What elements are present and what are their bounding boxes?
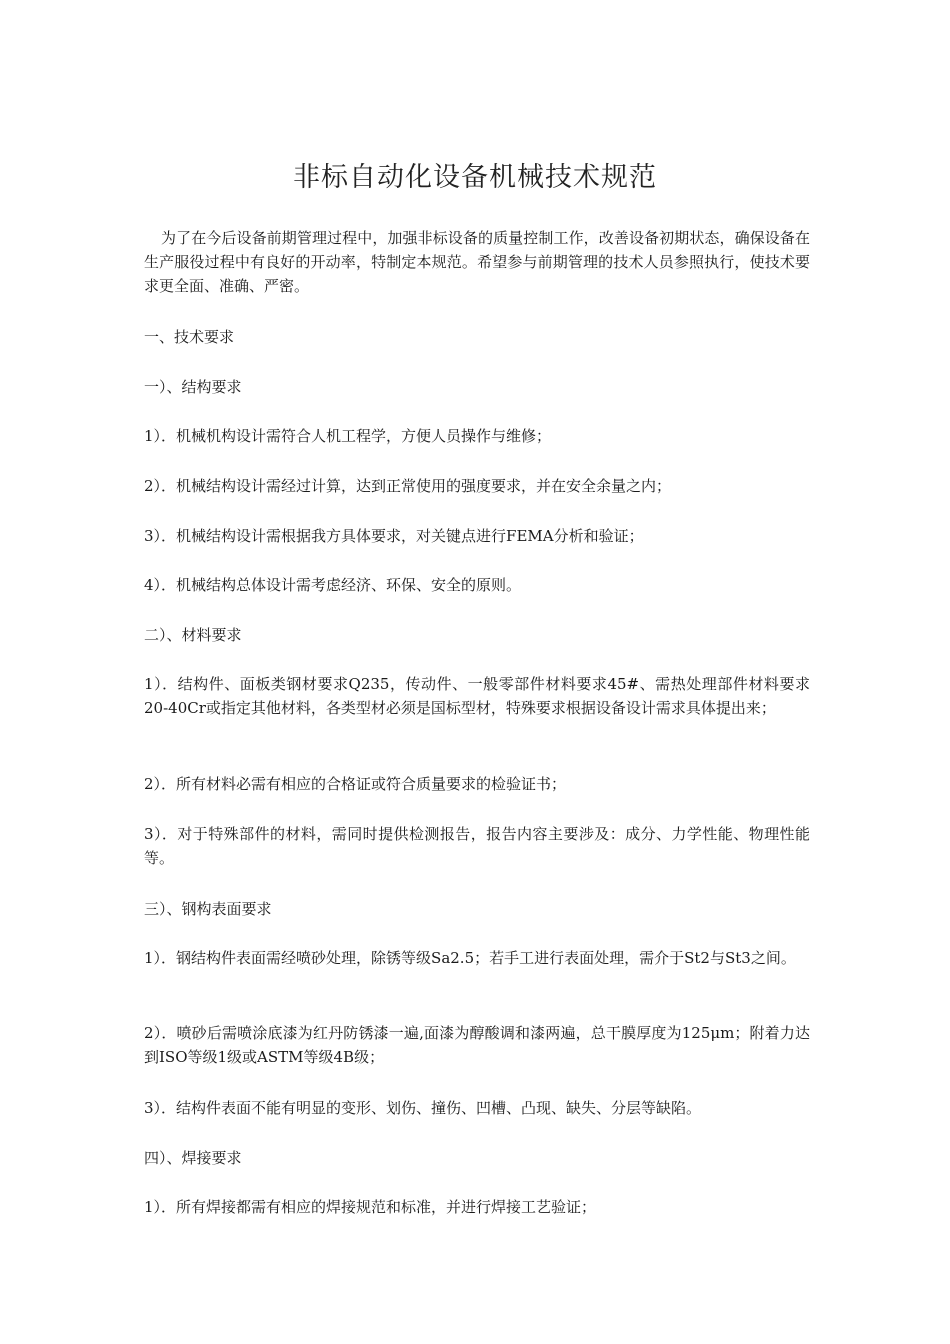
- list-item: 1）．钢结构件表面需经喷砂处理，除锈等级Sa2.5；若手工进行表面处理，需介于St2与St3之间。: [144, 949, 796, 967]
- subsection-heading-materials: 二）、材料要求: [144, 626, 242, 644]
- list-item: 3）．对于特殊部件的材料，需同时提供检测报告，报告内容主要涉及：成分、力学性能、物理性能等。: [144, 825, 810, 867]
- list-item: 1）．所有焊接都需有相应的焊接规范和标准，并进行焊接工艺验证；: [144, 1198, 597, 1216]
- section-heading-technical-requirements: 一、技术要求: [144, 328, 235, 346]
- list-item: 2）．机械结构设计需经过计算，达到正常使用的强度要求，并在安全余量之内；: [144, 477, 672, 495]
- subsection-heading-welding: 四）、焊接要求: [144, 1149, 242, 1167]
- list-item: 2）．喷砂后需喷涂底漆为红丹防锈漆一遍,面漆为醇酸调和漆两遍，总干膜厚度为125μm；附着力达到ISO等级1级或ASTM等级4B级；: [144, 1024, 810, 1066]
- intro-paragraph: 为了在今后设备前期管理过程中，加强非标设备的质量控制工作，改善设备初期状态，确保设备在生产服役过程中有良好的开动率，特制定本规范。希望参与前期管理的技术人员参照执行，使技术要求更全面、准确、严密。: [144, 229, 810, 295]
- list-item: 1）．结构件、面板类钢材要求Q235，传动件、一般零部件材料要求45#、需热处理部件材料要求20-40Cr或指定其他材料，各类型材必须是国标型材，特殊要求根据设备设计需求具体提出来；: [144, 675, 810, 717]
- list-item: 1）．机械机构设计需符合人机工程学，方便人员操作与维修；: [144, 427, 552, 445]
- list-item: 3）．机械结构设计需根据我方具体要求，对关键点进行FEMA分析和验证；: [144, 527, 644, 545]
- list-item: 3）．结构件表面不能有明显的变形、划伤、撞伤、凹槽、凸现、缺失、分层等缺陷。: [144, 1099, 702, 1117]
- subsection-heading-steel-surface: 三）、钢构表面要求: [144, 900, 272, 918]
- list-item: 4）．机械结构总体设计需考虑经济、环保、安全的原则。: [144, 576, 522, 594]
- subsection-heading-structure: 一）、结构要求: [144, 378, 242, 396]
- document-title: 非标自动化设备机械技术规范: [293, 162, 657, 193]
- list-item: 2）．所有材料必需有相应的合格证或符合质量要求的检验证书；: [144, 775, 567, 793]
